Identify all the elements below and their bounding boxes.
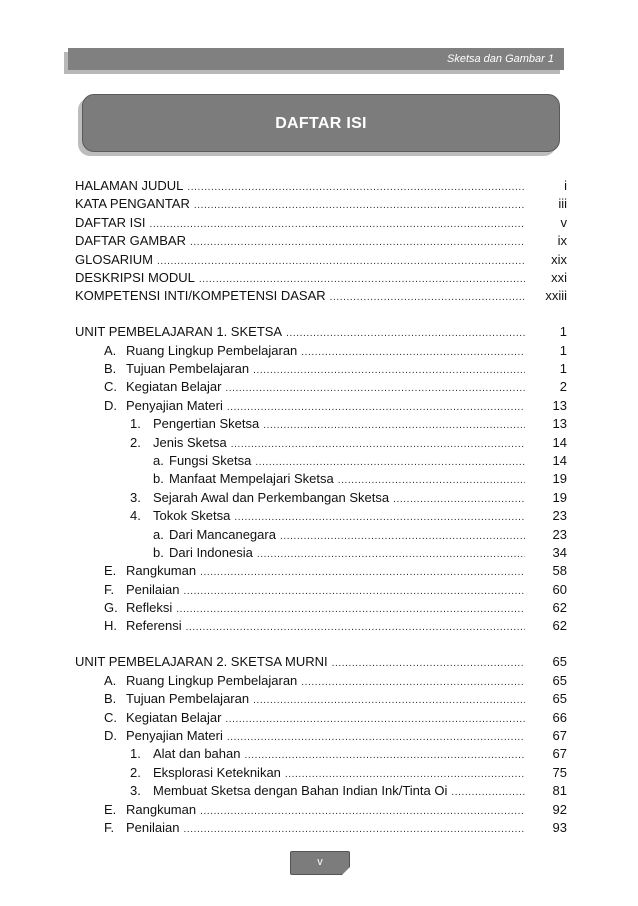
toc-entry-label: KATA PENGANTAR [75,196,190,212]
toc-dot-leader [157,253,525,271]
toc-entry [75,397,567,415]
toc-entry [75,214,567,232]
page-title-box [82,94,560,152]
toc-entry-number: 2. [130,434,141,450]
toc-entry-label: Kegiatan Belajar [126,709,222,725]
toc-dot-leader [231,436,525,454]
toc-entry-label: Dari Indonesia [169,544,253,560]
toc-entry-page: 67 [552,727,567,743]
toc-dot-leader [257,546,525,564]
toc-entry-label: UNIT PEMBELAJARAN 1. SKETSA [75,324,283,340]
toc-entry [75,526,567,544]
toc-entry [75,581,567,599]
toc-entry-page: iii [558,196,567,212]
toc-entry-label: Kegiatan Belajar [126,379,222,395]
toc-entry-page: xxiii [545,288,567,304]
toc-entry-label: UNIT PEMBELAJARAN 2. SKETSA MURNI [75,654,328,670]
toc-entry-label: DAFTAR ISI [75,214,146,230]
toc-entry-number: C. [104,379,117,395]
toc-entry-label: Fungsi Sketsa [169,452,252,468]
toc-dot-leader [184,583,526,601]
toc-entry-page: 13 [552,416,567,432]
toc-entry-number: F. [104,581,115,597]
toc-dot-leader [286,325,525,343]
toc-dot-leader [227,729,525,747]
toc-entry-page: 65 [552,672,567,688]
toc-entry-page: 1 [559,342,567,358]
page-number: v [317,856,323,868]
toc-entry-number: E. [104,563,117,579]
toc-entry-number: B. [104,361,117,377]
toc-entry-label: KOMPETENSI INTI/KOMPETENSI DASAR [75,288,326,304]
toc-entry-number: b. [153,471,164,487]
toc-entry [75,507,567,525]
toc-entry-label: GLOSARIUM [75,251,154,267]
toc-entry-page: 60 [552,581,567,597]
toc-entry-label: Pengertian Sketsa [153,416,260,432]
toc-entry-page: 62 [552,600,567,616]
running-header [68,48,564,70]
toc-entry [75,360,567,378]
toc-entry-page: 19 [552,489,567,505]
toc-entry [75,764,567,782]
toc-entry-page: 75 [552,764,567,780]
toc-entry [75,544,567,562]
toc-dot-leader [187,179,525,197]
toc-entry-label: Penyajian Materi [126,397,223,413]
toc-entry-page: 1 [559,361,567,377]
toc-entry-label: Eksplorasi Keteknikan [153,764,281,780]
toc-entry-number: F. [104,819,115,835]
toc-entry [75,323,567,341]
toc-entry [75,819,567,837]
toc-entry-page: v [560,214,567,230]
toc-entry-page: 23 [552,508,567,524]
toc-unit-1 [75,323,567,636]
toc-entry-page: 2 [559,379,567,395]
toc-entry-label: Tokok Sketsa [153,508,231,524]
toc-entry-page: 66 [552,709,567,725]
toc-dot-leader [150,216,525,234]
toc-entry-label: Membuat Sketsa dengan Bahan Indian Ink/Tinta Oi [153,783,448,799]
toc-dot-leader [200,803,525,821]
toc-entry [75,177,567,195]
toc-entry-label: Rangkuman [126,563,197,579]
toc-entry-page: xix [551,251,567,267]
toc-entry-number: 1. [130,746,141,762]
toc-entry [75,801,567,819]
toc-entry-page: 81 [552,783,567,799]
toc-entry [75,782,567,800]
toc-dot-leader [227,399,525,417]
toc-unit-2 [75,653,567,837]
toc-dot-leader [190,234,525,252]
toc-dot-leader [225,380,525,398]
toc-entry-page: 19 [552,471,567,487]
toc-entry-number: A. [104,342,117,358]
toc-entry [75,287,567,305]
toc-dot-leader [301,674,525,692]
toc-entry-label: Alat dan bahan [153,746,241,762]
toc-entry-number: 3. [130,489,141,505]
toc-dot-leader [280,528,525,546]
toc-entry [75,653,567,671]
toc-entry [75,672,567,690]
toc-entry-page: 14 [552,434,567,450]
toc-entry [75,470,567,488]
toc-dot-leader [393,491,525,509]
toc-entry-label: Tujuan Pembelajaran [126,361,250,377]
toc-entry-page: 65 [552,691,567,707]
toc-entry [75,489,567,507]
toc-entry [75,415,567,433]
toc-dot-leader [253,692,525,710]
toc-entry-page: 14 [552,452,567,468]
toc-entry [75,251,567,269]
toc-entry-number: 4. [130,508,141,524]
toc-dot-leader [301,344,525,362]
toc-entry-number: 2. [130,764,141,780]
toc-entry-number: A. [104,672,117,688]
toc-entry [75,745,567,763]
toc-entry [75,269,567,287]
toc-dot-leader [200,564,525,582]
toc-entry-number: a. [153,452,164,468]
toc-entry-number: D. [104,397,117,413]
toc-entry-page: 23 [552,526,567,542]
running-header-title: Sketsa dan Gambar 1 [446,53,554,65]
toc-entry [75,599,567,617]
toc-entry-number: H. [104,618,117,634]
toc-entry-label: Penilaian [126,581,180,597]
toc-entry-page: 93 [552,819,567,835]
toc-entry-label: Rangkuman [126,801,197,817]
toc-dot-leader [225,711,525,729]
toc-entry-page: 92 [552,801,567,817]
toc-entry-label: Ruang Lingkup Pembelajaran [126,672,298,688]
toc-entry-page: i [564,178,567,193]
toc-entry-number: 3. [130,783,141,799]
toc-dot-leader [186,619,525,637]
toc-entry-number: 1. [130,416,141,432]
toc-entry-page: 1 [559,324,567,340]
toc-entry [75,709,567,727]
toc-dot-leader [263,417,525,435]
toc-entry-label: Manfaat Mempelajari Sketsa [169,471,334,487]
toc-entry [75,195,567,213]
toc-entry [75,342,567,360]
toc-entry-label: Penilaian [126,819,180,835]
toc-dot-leader [176,601,525,619]
toc-entry-label: Referensi [126,618,182,634]
table-of-contents [75,177,567,837]
page-number-tab [290,851,350,875]
toc-entry-label: Penyajian Materi [126,727,223,743]
toc-entry-page: 58 [552,563,567,579]
toc-front-matter [75,177,567,306]
toc-entry [75,617,567,635]
toc-entry-label: Dari Mancanegara [169,526,276,542]
toc-entry-label: Refleksi [126,600,173,616]
toc-entry-number: D. [104,727,117,743]
toc-dot-leader [194,197,525,215]
toc-entry [75,690,567,708]
toc-dot-leader [330,289,525,307]
toc-entry-number: C. [104,709,117,725]
toc-dot-leader [244,747,525,765]
toc-entry-page: ix [557,233,567,249]
toc-entry-page: 34 [552,544,567,560]
page-title: DAFTAR ISI [275,115,367,132]
toc-entry [75,562,567,580]
toc-dot-leader [184,821,526,839]
toc-entry-label: Sejarah Awal dan Perkembangan Sketsa [153,489,390,505]
toc-entry-label: Tujuan Pembelajaran [126,691,250,707]
toc-entry-label: DAFTAR GAMBAR [75,233,186,249]
toc-entry-page: 13 [552,397,567,413]
toc-dot-leader [234,509,525,527]
toc-entry [75,232,567,250]
toc-entry-page: 67 [552,746,567,762]
toc-dot-leader [332,655,525,673]
toc-entry-number: G. [104,600,118,616]
toc-entry-label: Ruang Lingkup Pembelajaran [126,342,298,358]
toc-entry [75,452,567,470]
toc-entry [75,727,567,745]
toc-entry-number: a. [153,526,164,542]
toc-entry-label: DESKRIPSI MODUL [75,269,195,285]
toc-entry-page: 62 [552,618,567,634]
toc-entry-page: xxi [551,269,567,285]
toc-entry-number: B. [104,691,117,707]
toc-dot-leader [253,362,525,380]
toc-entry-label: HALAMAN JUDUL [75,178,184,193]
toc-entry [75,378,567,396]
toc-entry-number: b. [153,544,164,560]
toc-entry-number: E. [104,801,117,817]
toc-dot-leader [451,784,525,802]
toc-entry-page: 65 [552,654,567,670]
toc-entry [75,434,567,452]
toc-entry-label: Jenis Sketsa [153,434,227,450]
